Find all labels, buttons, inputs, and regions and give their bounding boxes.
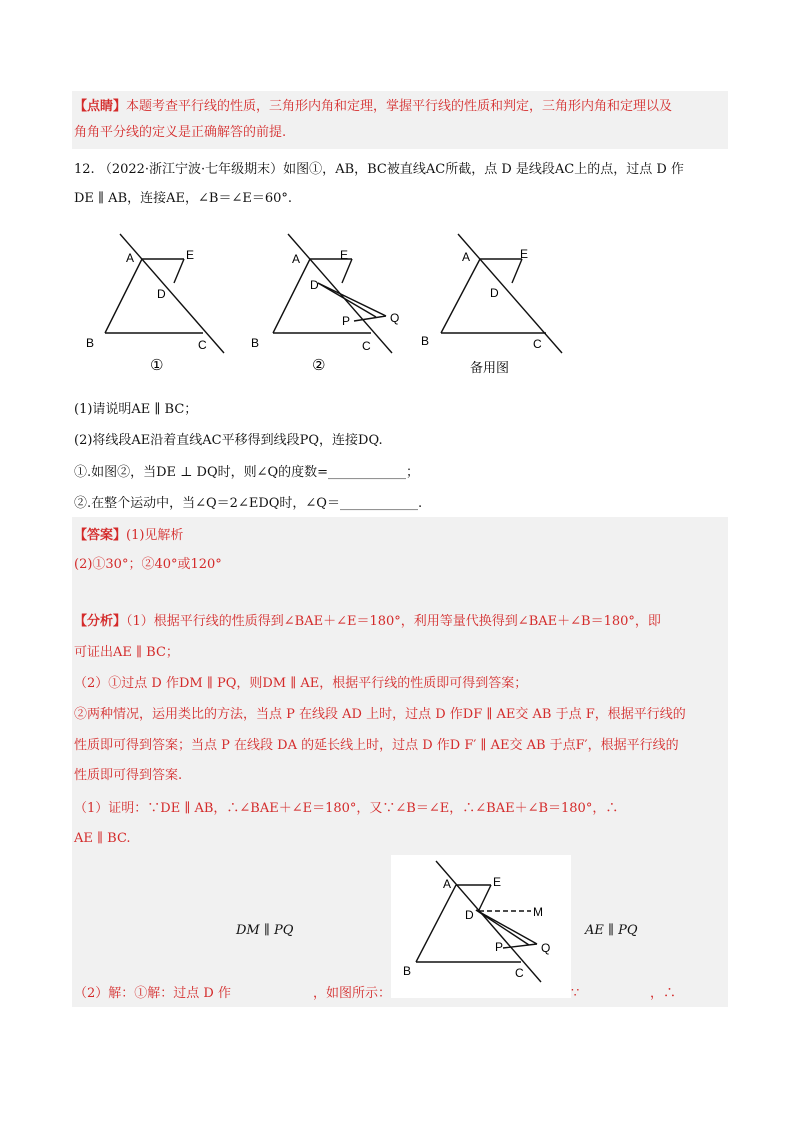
note-line-2: 角角平分线的定义是正确解答的前提. [74,125,287,140]
label-e: E [493,875,502,889]
dm-parallel-pq: DM ∥ PQ [236,923,294,938]
answer-line-2: (2)①30°；②40°或120° [74,557,222,572]
figure-3 [418,228,578,383]
analysis-line-4: ②两种情况，运用类比的方法，当点 P 在线段 AD 上时，过点 D 作DF ∥ AE交 AB 于点 F，根据平行线的 [74,707,686,722]
proof-line-1: （1）证明：∵DE ∥ AB，∴∠BAE＋∠E＝180°，又∵∠B＝∠E，∴∠BAE＋∠B＝180°，∴ [74,801,619,816]
figure-1 [80,228,230,383]
label-m: M [533,905,543,919]
figure-3-caption: 备用图 [470,360,510,375]
label-c: C [515,966,524,980]
proof-because: ∵ [571,986,580,1001]
label-e: E [520,247,529,261]
label-q: Q [541,941,551,955]
proof-line-2: AE ∥ BC. [74,831,131,846]
label-e: E [340,248,349,262]
label-c: C [533,337,542,351]
analysis-tag: 【分析】 [74,614,127,629]
note-line-1 [74,98,672,116]
figure-2-caption: ② [312,357,326,374]
label-p: P [342,314,351,328]
analysis-line-2: 可证出AE ∥ BC； [74,645,179,660]
label-d: D [157,287,166,301]
proof-line-3-mid: ，如图所示： [313,986,392,1001]
analysis-line-1 [74,613,661,631]
label-a: A [443,877,452,891]
label-a: A [292,252,301,266]
question-source: （2022·浙江宁波·七年级期末）如图①， [98,162,336,177]
answer-tag: 【答案】 [74,528,127,543]
label-a: A [462,250,471,264]
note-tag: 【点睛】 [74,99,127,114]
analysis-text-1: （1）根据平行线的性质得到∠BAE＋∠E＝180°，利用等量代换得到∠BAE＋∠B＝180°，即 [126,614,661,629]
label-d: D [465,908,474,922]
question-stem-1: AB，BC被直线AC所截，点 D 是线段AC上的点，过点 D 作 [335,162,684,177]
label-b: B [251,336,260,350]
proof-figure [391,855,571,998]
label-b: B [421,334,430,348]
analysis-line-3: （2）①过点 D 作DM ∥ PQ，则DM ∥ AE，根据平行线的性质即可得到答案； [74,676,528,691]
label-e: E [186,248,195,262]
label-d: D [490,286,499,300]
part-2b: ②.在整个运动中，当∠Q＝2∠EDQ时，∠Q＝____________. [74,496,423,511]
label-b: B [86,336,95,350]
analysis-line-6: 性质即可得到答案. [74,768,183,783]
label-b: B [403,964,412,978]
proof-line-3-start: （2）解：①解：过点 D 作 [74,986,231,1001]
part-1: (1)请说明AE ∥ BC； [74,402,198,417]
answer-line-1 [74,527,183,545]
proof-therefore: ，∴ [650,986,677,1001]
figure-1-caption: ① [150,357,164,374]
label-c: C [362,339,371,353]
label-q: Q [390,311,400,325]
question-line-2: DE ∥ AB，连接AE，∠B＝∠E＝60°. [74,191,293,206]
label-d: D [310,278,319,292]
answer-text-1: (1)见解析 [126,528,184,543]
part-2a: ①.如图②，当DE ⊥ DQ时，则∠Q的度数=____________； [74,465,420,480]
ae-parallel-pq: AE ∥ PQ [585,923,638,938]
label-p: P [495,940,504,954]
part-2: (2)将线段AE沿着直线AC平移得到线段PQ，连接DQ. [74,433,383,448]
note-text-1: 本题考查平行线的性质，三角形内角和定理，掌握平行线的性质和判定，三角形内角和定理以及 [126,99,673,114]
label-c: C [198,338,207,352]
analysis-line-5: 性质即可得到答案；当点 P 在线段 DA 的延长线上时，过点 D 作D F′ ∥ AE交 AB 于点F′，根据平行线的 [74,738,679,753]
question-number: 12. [74,162,95,177]
label-a: A [126,251,135,265]
question-line-1 [74,161,684,179]
figure-2 [248,228,408,383]
